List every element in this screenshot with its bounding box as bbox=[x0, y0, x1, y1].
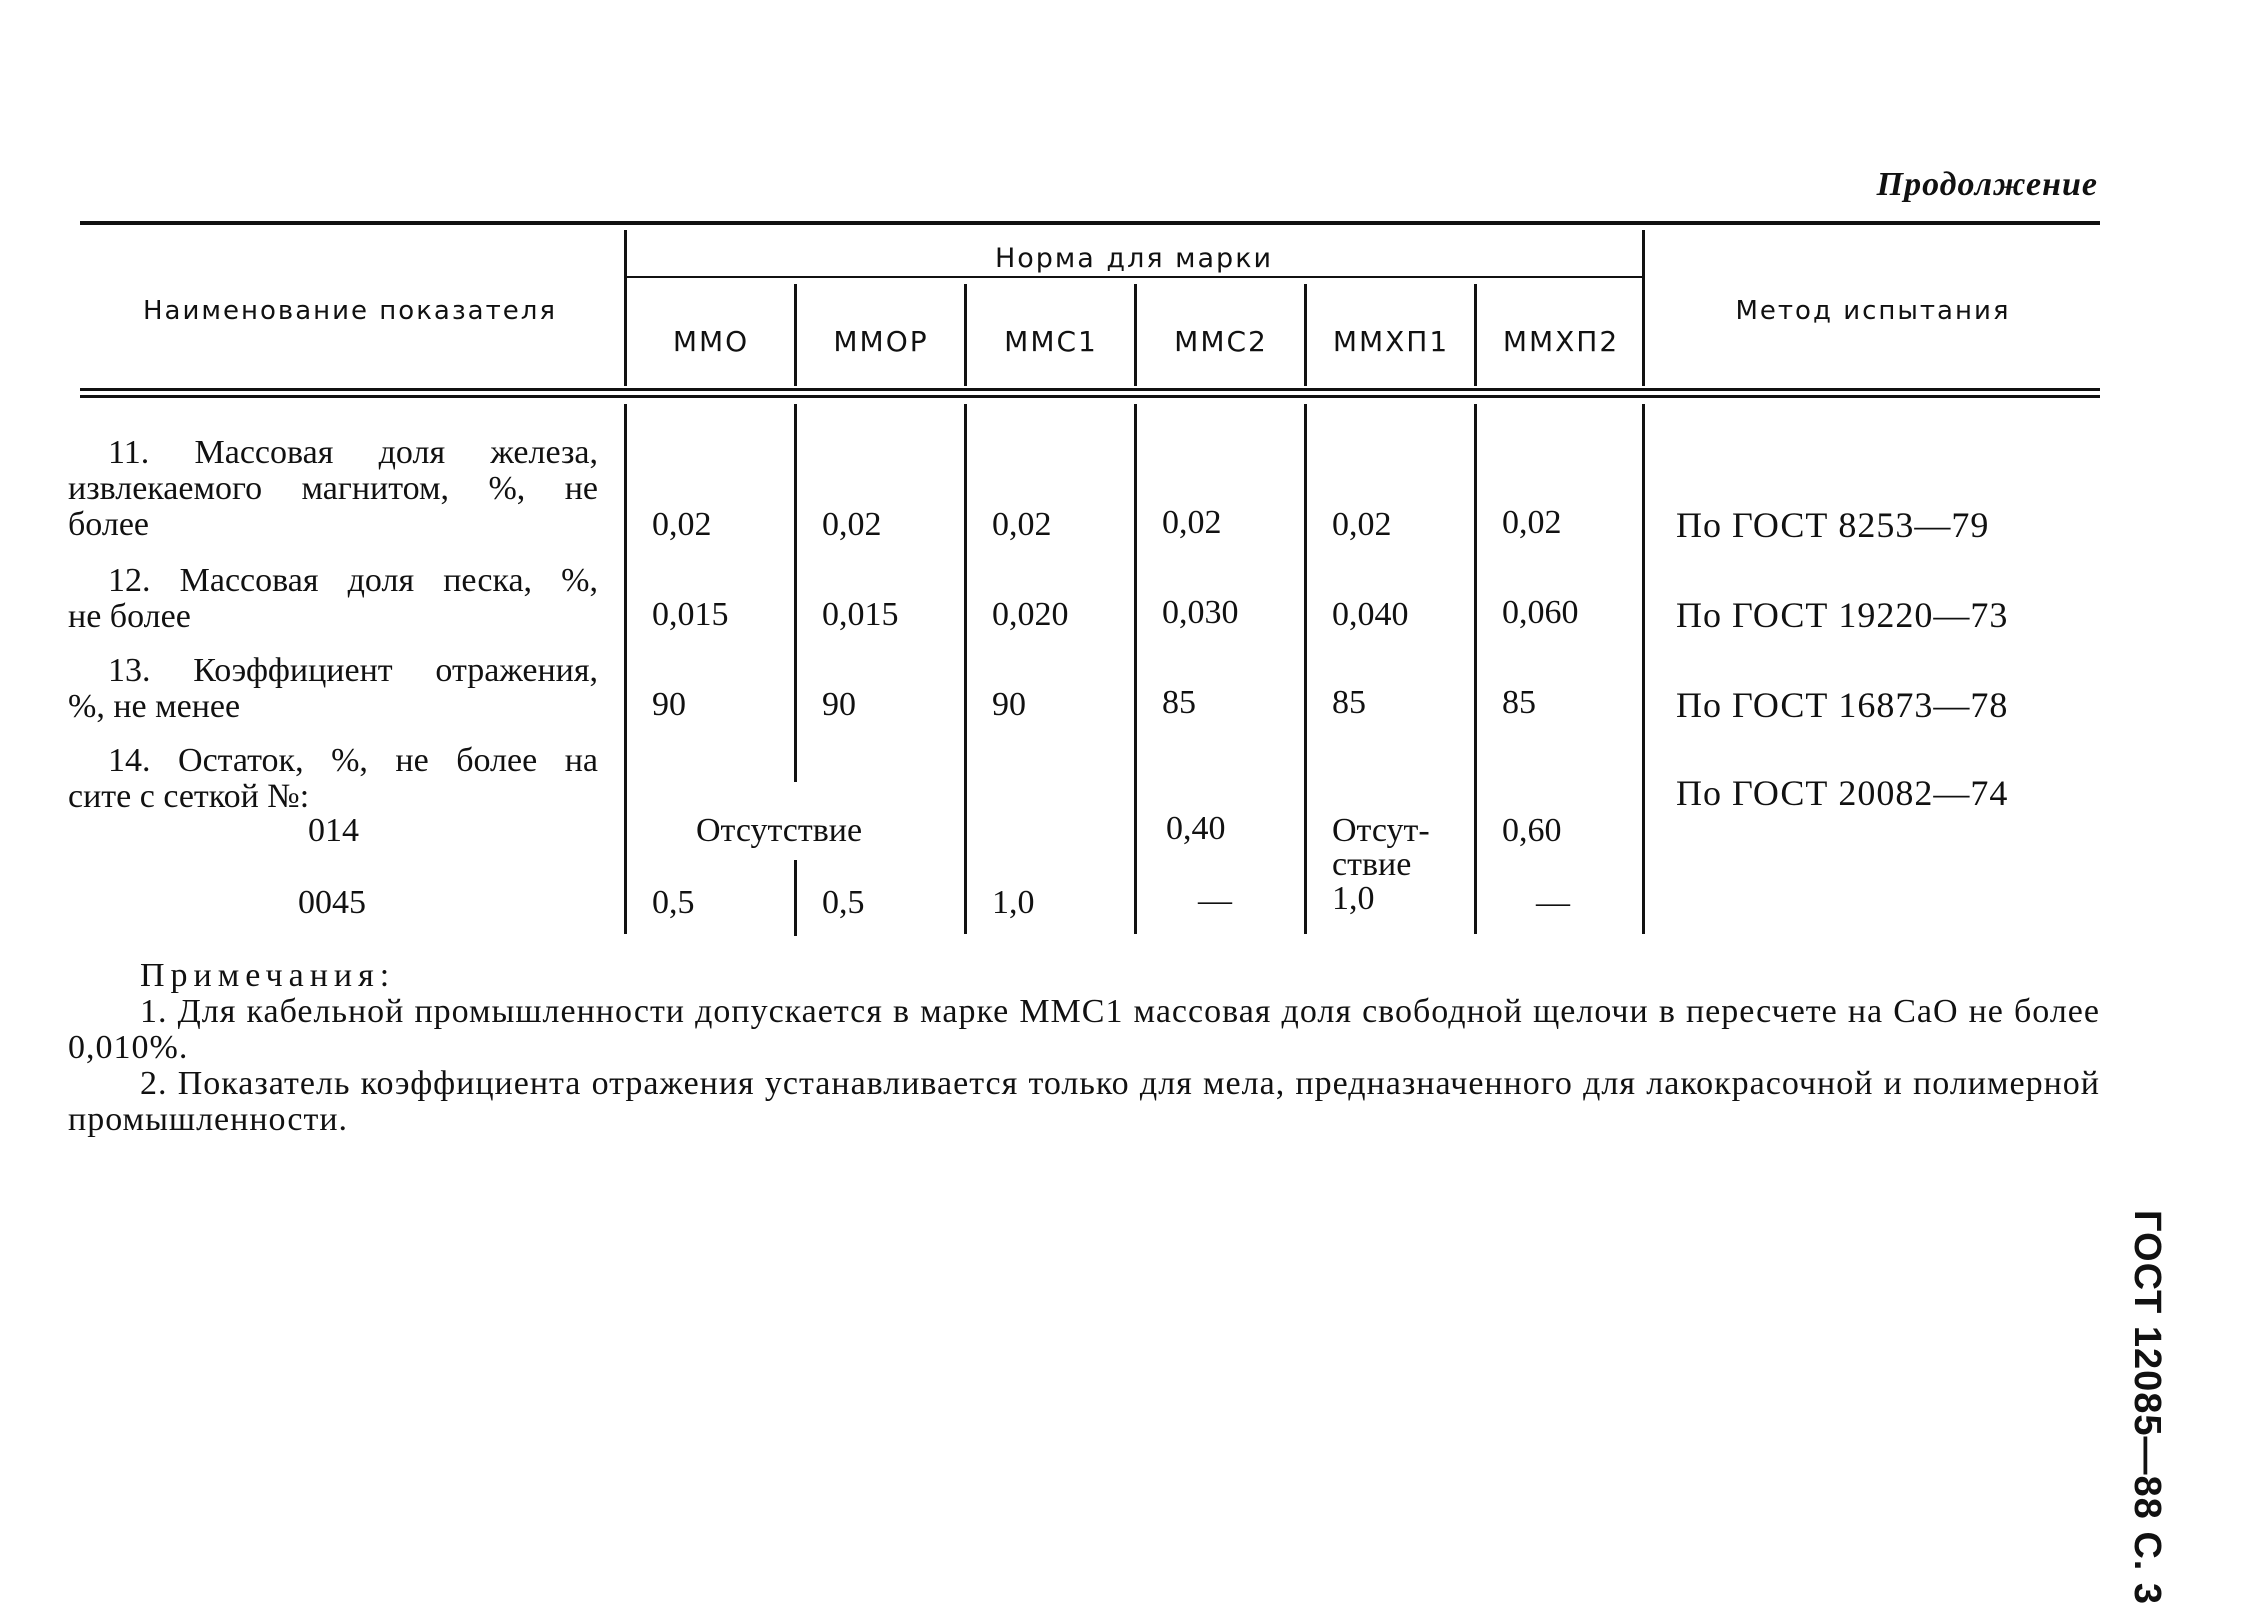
notes-block bbox=[68, 958, 2100, 1138]
method-column-header: Метод испытания bbox=[1735, 296, 2011, 326]
row-11-value-mmhp2: 0,02 bbox=[1502, 504, 1562, 541]
row-name-line: 14. Остаток, %, не более на bbox=[108, 742, 598, 779]
row-13-value-mmor: 90 bbox=[822, 686, 856, 723]
sieve-0045-value-mmhp1: 1,0 bbox=[1332, 880, 1375, 917]
row-name-line: 11. Массовая доля железа, bbox=[108, 434, 598, 471]
norm-group-header: Норма для марки bbox=[994, 243, 1274, 274]
row-12-value-mmhp2: 0,060 bbox=[1502, 594, 1579, 631]
row-11-value-mms1: 0,02 bbox=[992, 506, 1052, 543]
row-12-method: По ГОСТ 19220—73 bbox=[1676, 595, 2009, 635]
col-divider-body bbox=[1304, 404, 1307, 934]
mark-header-mms1: ММС1 bbox=[1004, 325, 1098, 358]
mark-header-mmor: ММОР bbox=[833, 325, 929, 358]
col-divider-body bbox=[624, 404, 627, 934]
continuation-label: Продолжение bbox=[1876, 166, 2098, 203]
row-13-value-mmhp1: 85 bbox=[1332, 684, 1366, 721]
row-12-name bbox=[68, 563, 598, 635]
row-name-line: не более bbox=[68, 598, 191, 635]
sieve-014-absence-mmo-mmor: Отсутствие bbox=[696, 812, 863, 849]
col-divider-body bbox=[1642, 404, 1645, 934]
notes-title: Примечания: bbox=[140, 957, 396, 994]
sieve-014-value-mmhp2: 0,60 bbox=[1502, 812, 1562, 849]
sieve-0045-label: 0045 bbox=[298, 884, 366, 921]
col-divider-body bbox=[1134, 404, 1137, 934]
mark-header-mmhp1: ММХП1 bbox=[1332, 325, 1450, 358]
row-11-value-mmo: 0,02 bbox=[652, 506, 712, 543]
note-item-2: 2. Показатель коэффициента отражения устанавливается только для мела, предназначенного для лакокрасочной и полимерной промышленности. bbox=[68, 1065, 2100, 1138]
sieve-014-value-mmhp1-line1: Отсут- bbox=[1332, 812, 1430, 849]
note-item-1: 1. Для кабельной промышленности допускается в марке ММС1 массовая доля свободной щелочи в пересчете на СаО не более 0,010%. bbox=[68, 993, 2100, 1066]
row-14-method: По ГОСТ 20082—74 bbox=[1676, 773, 2009, 813]
row-13-method: По ГОСТ 16873—78 bbox=[1676, 685, 2009, 725]
row-13-value-mms2: 85 bbox=[1162, 684, 1196, 721]
row-name-line: извлекаемого магнитом, %, не bbox=[68, 470, 598, 507]
row-13-value-mmhp2: 85 bbox=[1502, 684, 1536, 721]
row-12-value-mmhp1: 0,040 bbox=[1332, 596, 1409, 633]
col-divider-method bbox=[1642, 230, 1645, 386]
row-12-value-mmo: 0,015 bbox=[652, 596, 729, 633]
row-12-value-mms1: 0,020 bbox=[992, 596, 1069, 633]
sieve-0045-value-mmor: 0,5 bbox=[822, 884, 865, 921]
name-column-header: Наименование показателя bbox=[142, 296, 557, 326]
row-name-line: 13. Коэффициент отражения, bbox=[108, 652, 598, 689]
col-divider-body bbox=[794, 860, 797, 936]
row-name-line: сите с сеткой №: bbox=[68, 778, 310, 815]
sieve-0045-value-mmhp2: — bbox=[1536, 884, 1570, 921]
header-bottom-rule-2 bbox=[80, 395, 2100, 398]
sieve-014-value-mms2: 0,40 bbox=[1166, 810, 1226, 847]
norm-group-rule bbox=[625, 276, 1645, 278]
table-top-rule bbox=[80, 221, 2100, 225]
row-11-value-mmhp1: 0,02 bbox=[1332, 506, 1392, 543]
row-14-name bbox=[68, 743, 598, 815]
row-12-value-mms2: 0,030 bbox=[1162, 594, 1239, 631]
row-11-value-mms2: 0,02 bbox=[1162, 504, 1222, 541]
mark-header-mmhp2: ММХП2 bbox=[1502, 325, 1620, 358]
row-11-method: По ГОСТ 8253—79 bbox=[1676, 505, 1990, 545]
col-divider-body bbox=[794, 404, 797, 782]
row-11-value-mmor: 0,02 bbox=[822, 506, 882, 543]
row-12-value-mmor: 0,015 bbox=[822, 596, 899, 633]
row-13-value-mmo: 90 bbox=[652, 686, 686, 723]
sieve-0045-value-mms1: 1,0 bbox=[992, 884, 1035, 921]
header-bottom-rule-1 bbox=[80, 388, 2100, 391]
col-divider-body bbox=[964, 404, 967, 934]
row-name-line: более bbox=[68, 506, 149, 543]
row-name-line: 12. Массовая доля песка, %, bbox=[108, 562, 598, 599]
row-13-value-mms1: 90 bbox=[992, 686, 1026, 723]
col-divider-body bbox=[1474, 404, 1477, 934]
row-11-name bbox=[68, 435, 598, 543]
row-name-line: %, не менее bbox=[68, 688, 241, 725]
sieve-0045-value-mmo: 0,5 bbox=[652, 884, 695, 921]
mark-header-mms2: ММС2 bbox=[1174, 325, 1268, 358]
sieve-0045-value-mms2: — bbox=[1198, 882, 1232, 919]
row-13-name bbox=[68, 653, 598, 725]
mark-header-mmo: ММО bbox=[672, 325, 750, 358]
side-page-label-text: ГОСТ 12085—88 С. 3 bbox=[2126, 1210, 2168, 1605]
sieve-014-label: 014 bbox=[308, 812, 359, 849]
sieve-014-value-mmhp1-line2: ствие bbox=[1332, 846, 1412, 883]
